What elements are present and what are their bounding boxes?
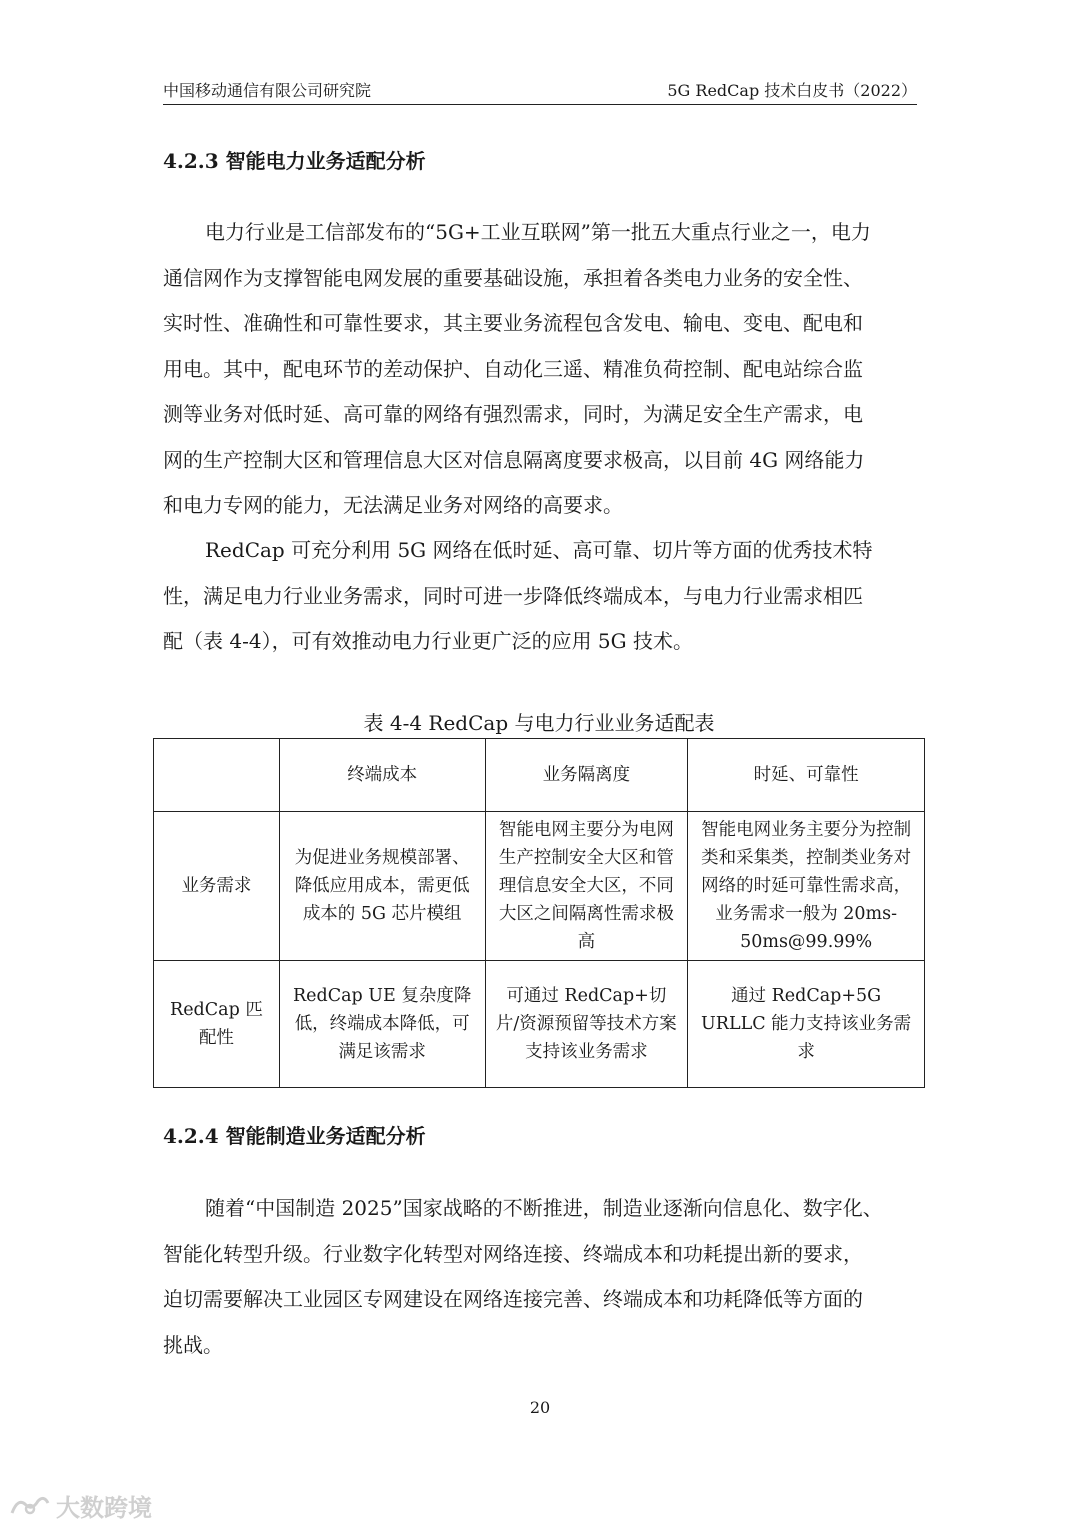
text-line: 网的生产控制大区和管理信息大区对信息隔离度要求极高，以目前 4G 网络能力 (163, 447, 865, 472)
text-line: RedCap 可充分利用 5G 网络在低时延、高可靠、切片等方面的优秀技术特 (205, 538, 873, 562)
page-header (163, 76, 917, 105)
table-row-label: 业务需求 (154, 812, 280, 961)
table-header-cell (154, 739, 280, 812)
text-line: 用电。其中，配电环节的差动保护、自动化三遥、精准负荷控制、配电站综合监 (163, 356, 863, 381)
table-row (154, 812, 925, 961)
paragraph-power-industry (163, 210, 917, 529)
text-line: 和电力专网的能力，无法满足业务对网络的高要求。 (163, 493, 623, 517)
table-cell: 可通过 RedCap+切片/资源预留等技术方案支持该业务需求 (485, 961, 688, 1088)
text-line: 迫切需要解决工业园区专网建设在网络连接完善、终端成本和功耗降低等方面的 (163, 1287, 863, 1311)
table-header-cell: 时延、可靠性 (688, 739, 925, 812)
section-heading-4-2-4: 4.2.4 智能制造业务适配分析 (163, 1124, 426, 1148)
watermark (8, 1488, 152, 1523)
text-line: 随着“中国制造 2025”国家战略的不断推进，制造业逐渐向信息化、数字化、 (205, 1196, 883, 1220)
text-line: 挑战。 (163, 1332, 223, 1357)
table-cell: 为促进业务规模部署、降低应用成本，需更低成本的 5G 芯片模组 (279, 812, 485, 961)
table-cell: 智能电网主要分为电网生产控制安全大区和管理信息安全大区，不同大区之间隔离性需求极高 (485, 812, 688, 961)
table-cell: 智能电网业务主要分为控制类和采集类，控制类业务对网络的时延可靠性需求高，业务需求一般为 20ms-50ms@99.99% (688, 812, 925, 961)
text-line: 智能化转型升级。行业数字化转型对网络连接、终端成本和功耗提出新的要求， (163, 1241, 863, 1266)
text-line: 电力行业是工信部发布的“5G+工业互联网”第一批五大重点行业之一，电力 (205, 220, 871, 244)
header-organization: 中国移动通信有限公司研究院 (163, 81, 372, 100)
header-document-title: 5G RedCap 技术白皮书（2022） (667, 81, 917, 100)
text-line: 配（表 4-4），可有效推动电力行业更广泛的应用 5G 技术。 (163, 629, 693, 653)
page-number: 20 (529, 1398, 551, 1417)
text-line: 实时性、准确性和可靠性要求，其主要业务流程包含发电、输电、变电、配电和 (163, 311, 863, 335)
table-header-cell: 终端成本 (279, 739, 485, 812)
text-line: 测等业务对低时延、高可靠的网络有强烈需求，同时，为满足安全生产需求，电 (163, 402, 863, 426)
table-caption: 表 4-4 RedCap 与电力行业业务适配表 (363, 711, 715, 735)
watermark-text: 大数跨境 (56, 1494, 152, 1522)
text-line: 性，满足电力行业业务需求，同时可进一步降低终端成本，与电力行业需求相匹 (163, 583, 863, 608)
redcap-power-table (153, 738, 925, 1088)
table-cell: 通过 RedCap+5G URLLC 能力支持该业务需求 (688, 961, 925, 1088)
paragraph-redcap-power (163, 528, 917, 665)
paragraph-smart-manufacturing (163, 1186, 917, 1368)
table-cell: RedCap UE 复杂度降低，终端成本降低，可满足该需求 (279, 961, 485, 1088)
table-header-cell: 业务隔离度 (485, 739, 688, 812)
table-row-label: RedCap 匹配性 (154, 961, 280, 1088)
section-heading-4-2-3: 4.2.3 智能电力业务适配分析 (163, 149, 426, 173)
text-line: 通信网作为支撑智能电网发展的重要基础设施，承担着各类电力业务的安全性、 (163, 265, 863, 290)
table-row (154, 961, 925, 1088)
table-header-row (154, 739, 925, 812)
watermark-logo-icon (8, 1493, 52, 1519)
